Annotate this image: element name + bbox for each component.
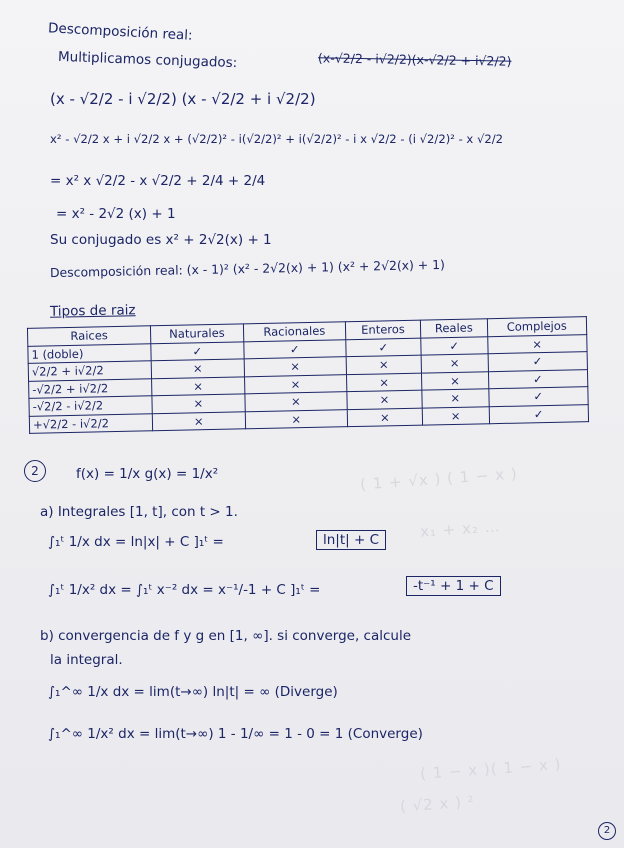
table-cell: ×	[152, 411, 245, 430]
root-label: -√2/2 - i√2/2	[29, 396, 152, 416]
bleed-through-marks: ( √2 x ) ²	[399, 792, 476, 816]
part-a-statement: a) Integrales [1, t], con t > 1.	[40, 504, 238, 520]
table-cell: ×	[421, 371, 488, 390]
integral-f: ∫₁ᵗ 1/x dx = ln|x| + C ]₁ᵗ =	[48, 534, 224, 550]
multiply-label: Multiplicamos conjugados:	[57, 48, 238, 72]
bleed-through-marks: x₁ + x₂ …	[419, 517, 502, 541]
header-raices: Raices	[27, 326, 150, 346]
expansion-line: x² - √2/2 x + i √2/2 x + (√2/2)² - i(√2/2)² + i(√2/2)² - i x √2/2 - (i √2/2)² - x √2/2	[50, 132, 504, 146]
table-cell: ×	[421, 354, 488, 373]
function-definitions: f(x) = 1/x g(x) = 1/x²	[76, 466, 219, 482]
table-cell: ×	[487, 334, 587, 354]
table-cell: ×	[152, 394, 245, 413]
root-label: 1 (doble)	[28, 343, 151, 363]
table-cell: ×	[244, 357, 347, 377]
root-types-table	[27, 316, 589, 434]
header-complejos: Complejos	[487, 317, 587, 337]
table-cell: ×	[245, 392, 348, 412]
simplification-step: = x² x √2/2 - x √2/2 + 2/4 + 2/4	[50, 173, 266, 189]
table-cell: ×	[422, 406, 489, 425]
header-reales: Reales	[420, 319, 487, 338]
table-cell: ✓	[488, 352, 588, 372]
integral-g-result: -t⁻¹ + 1 + C	[406, 576, 501, 596]
integral-g: ∫₁ᵗ 1/x² dx = ∫₁ᵗ x⁻² dx = x⁻¹/-1 + C ]₁ᵗ =	[48, 582, 321, 598]
table-cell: ×	[346, 373, 421, 392]
root-label: +√2/2 - i√2/2	[29, 413, 152, 433]
integral-f-result: ln|t| + C	[316, 530, 386, 550]
table-cell: ✓	[243, 339, 346, 359]
table-cell: ✓	[151, 341, 244, 360]
simplified-result: = x² - 2√2 (x) + 1	[56, 206, 176, 222]
table-cell: ✓	[488, 387, 588, 407]
root-label: √2/2 + i√2/2	[28, 361, 151, 381]
convergence-g: ∫₁^∞ 1/x² dx = lim(t→∞) 1 - 1/∞ = 1 - 0 = 1 (Converge)	[48, 726, 423, 742]
header-enteros: Enteros	[345, 320, 420, 339]
page-number-badge: 2	[598, 822, 616, 840]
table-cell: ×	[346, 355, 421, 374]
header-racionales: Racionales	[243, 322, 346, 342]
heading-descomposicion: Descomposición real:	[47, 20, 193, 44]
table-cell: ✓	[489, 404, 589, 424]
table-cell: ✓	[421, 336, 488, 355]
header-naturales: Naturales	[150, 324, 243, 343]
bleed-through-marks: ( 1 + √x ) ( 1 − x )	[359, 464, 519, 494]
conjugate-line: Su conjugado es x² + 2√2(x) + 1	[50, 232, 272, 248]
table-cell: ×	[347, 390, 422, 409]
table-cell: ×	[245, 409, 348, 429]
bleed-through-marks: ( 1 − x )( 1 − x )	[419, 755, 562, 783]
table-cell: ×	[152, 376, 245, 395]
table-cell: ×	[151, 359, 244, 378]
table-cell: ✓	[346, 338, 421, 357]
table-title: Tipos de raiz	[49, 302, 136, 320]
real-decomposition: Descomposición real: (x - 1)² (x² - 2√2(x) + 1) (x² + 2√2(x) + 1)	[49, 256, 446, 281]
part-b-statement-continued: la integral.	[50, 652, 123, 668]
table-cell: ×	[347, 408, 422, 427]
exercise-number-badge: 2	[24, 460, 46, 482]
table-cell: ×	[422, 389, 489, 408]
convergence-f: ∫₁^∞ 1/x dx = lim(t→∞) ln|t| = ∞ (Diverge)	[48, 684, 338, 700]
multiply-expression: (x-√2/2 - i√2/2)(x-√2/2 + i√2/2)	[317, 50, 512, 69]
table-cell: ✓	[488, 369, 588, 389]
table-cell: ×	[244, 374, 347, 394]
product-expression: (x - √2/2 - i √2/2) (x - √2/2 + i √2/2)	[50, 90, 316, 108]
root-label: -√2/2 + i√2/2	[29, 378, 152, 398]
part-b-statement: b) convergencia de f y g en [1, ∞]. si converge, calcule	[40, 628, 412, 644]
